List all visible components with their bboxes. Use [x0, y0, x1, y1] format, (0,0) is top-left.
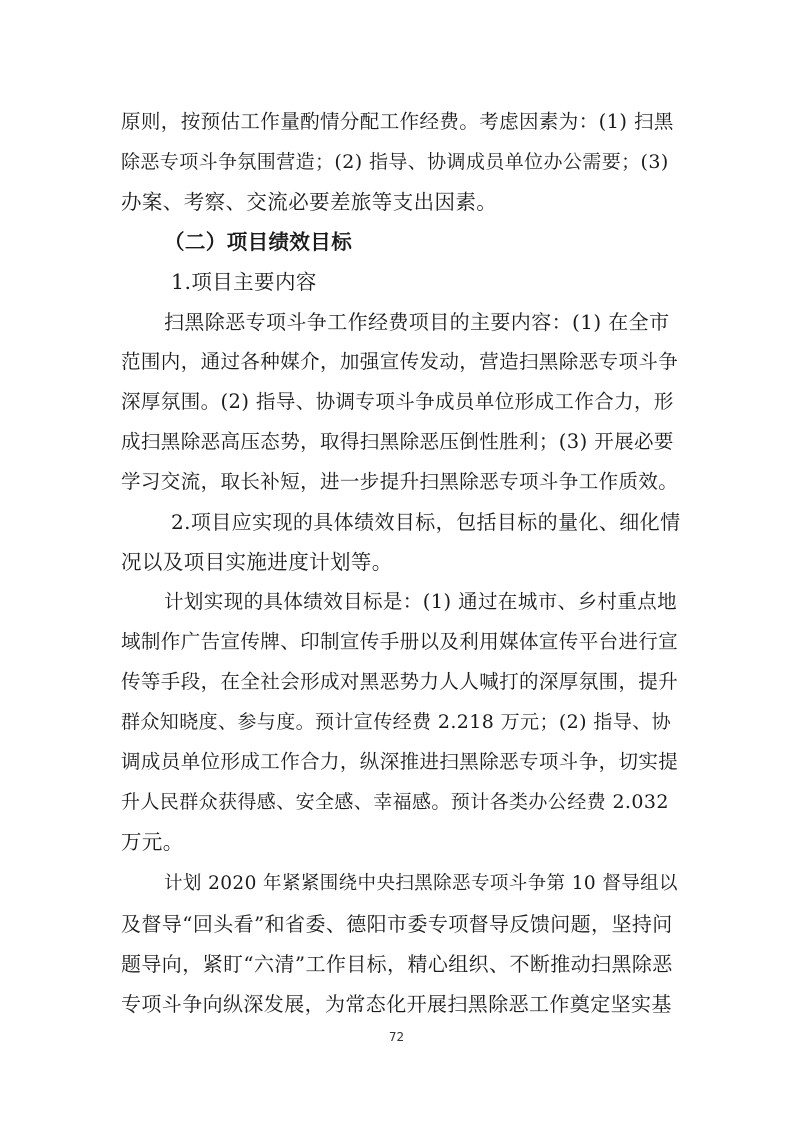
subsection-heading: 1.项目主要内容	[171, 270, 317, 294]
paragraph-line: 专项斗争向纵深发展，为常态化开展扫黑除恶工作奠定坚实基	[121, 992, 672, 1016]
paragraph-line: 计划 2020 年紧紧围绕中央扫黑除恶专项斗争第 10 督导组以	[164, 873, 678, 894]
paragraph-line: 原则，按预估工作量酌情分配工作经费。考虑因素为：(1) 扫黑	[121, 110, 674, 133]
paragraph-line: 扫黑除恶专项斗争工作经费项目的主要内容：(1) 在全市	[164, 310, 670, 334]
page-number: 72	[388, 1030, 405, 1044]
paragraph-line: 除恶专项斗争氛围营造；(2) 指导、协调成员单位办公需要；(3)	[121, 151, 669, 173]
paragraph-line: 学习交流，取长补短，进一步提升扫黑除恶专项斗争工作质效。	[121, 470, 679, 493]
section-heading: （二）项目绩效目标	[164, 230, 353, 254]
paragraph-line: 升人民群众获得感、安全感、幸福感。预计各类办公经费 2.032	[121, 791, 669, 813]
paragraph-line: 计划实现的具体绩效目标是：(1) 通过在城市、乡村重点地	[164, 590, 678, 613]
paragraph-line: 群众知晓度、参与度。预计宣传经费 2.218 万元；(2) 指导、协	[121, 711, 672, 733]
subsection-heading: 2.项目应实现的具体绩效目标，包括目标的量化、细化情	[171, 510, 681, 534]
paragraph-line: 况以及项目实施进度计划等。	[121, 550, 393, 574]
paragraph-line: 成扫黑除恶高压态势，取得扫黑除恶压倒性胜利；(3) 开展必要	[121, 430, 674, 453]
paragraph-line: 万元。	[121, 830, 184, 854]
paragraph-line: 域制作广告宣传牌、印制宣传手册以及利用媒体宣传平台进行宣	[121, 630, 679, 653]
paragraph-line: 办案、考察、交流必要差旅等支出因素。	[121, 190, 498, 214]
paragraph-line: 传等手段，在全社会形成对黑恶势力人人喊打的深厚氛围，提升	[121, 670, 679, 693]
paragraph-line: 调成员单位形成工作合力，纵深推进扫黑除恶专项斗争，切实提	[121, 750, 679, 773]
paragraph-line: 范围内，通过各种媒介，加强宣传发动，营造扫黑除恶专项斗争	[121, 350, 679, 373]
paragraph-line: 深厚氛围。(2) 指导、协调专项斗争成员单位形成工作合力，形	[121, 390, 674, 413]
paragraph-line: 及督导“回头看”和省委、德阳市委专项督导反馈问题，坚持问	[121, 912, 673, 936]
paragraph-line: 题导向，紧盯“六清”工作目标，精心组织、不断推动扫黑除恶	[121, 952, 673, 976]
